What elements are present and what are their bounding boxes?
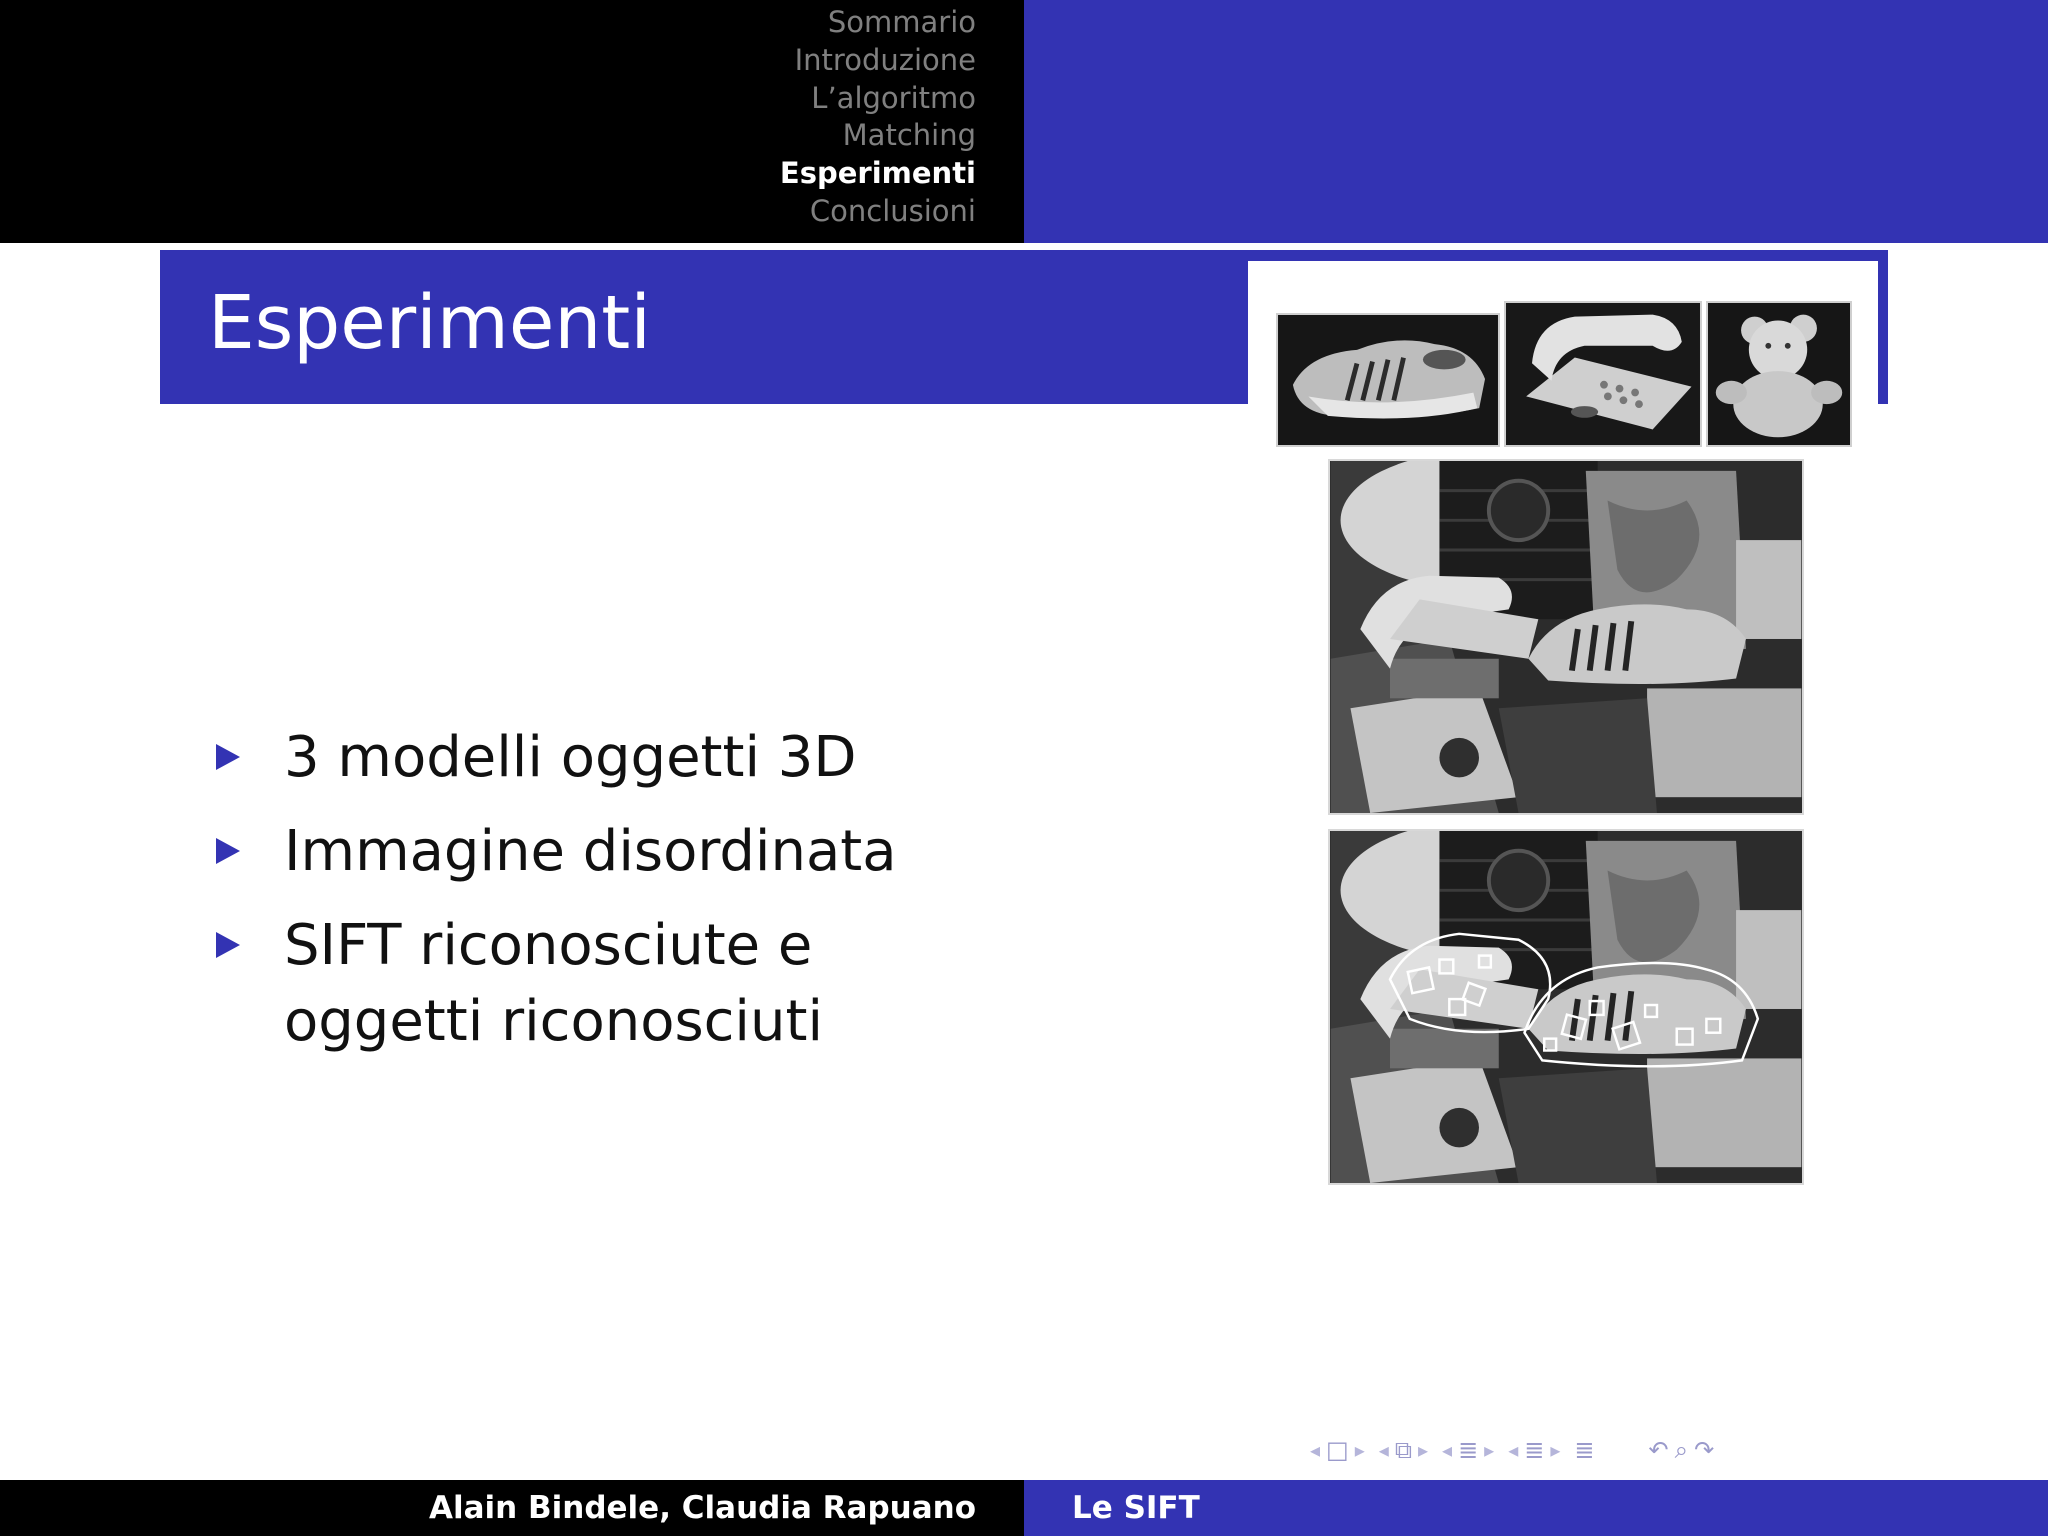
nav-frame-prev-icon[interactable]: ◂ (1310, 1438, 1321, 1462)
cluttered-scene-graphic (1330, 461, 1802, 813)
bullet-list (216, 720, 996, 1078)
nav-frame-icon[interactable]: □ (1326, 1436, 1349, 1464)
nav-frame-next-icon[interactable]: ▸ (1354, 1438, 1365, 1462)
experiment-figure (1248, 261, 1878, 1196)
nav-document-group (1508, 1436, 1560, 1464)
nav-subsection-group (1379, 1436, 1428, 1464)
nav-search-icon[interactable]: ⌕ (1674, 1436, 1689, 1464)
nav-subsection-prev-icon[interactable]: ◂ (1378, 1438, 1389, 1462)
nav-subsection-next-icon[interactable]: ▸ (1417, 1438, 1429, 1462)
cluttered-scene-image (1328, 459, 1804, 815)
bullet-arrow-icon (216, 932, 240, 958)
navigation-symbols (1310, 1432, 2030, 1468)
nav-forward-icon[interactable]: ↷ (1694, 1436, 1715, 1464)
nav-document-prev-icon[interactable]: ◂ (1508, 1438, 1519, 1462)
bullet-arrow-icon (216, 838, 240, 864)
bullet-text: 3 modelli oggetti 3D (284, 725, 857, 790)
recognized-scene-graphic (1330, 831, 1802, 1183)
nav-section-next-icon[interactable]: ▸ (1484, 1438, 1495, 1462)
section-link-conclusioni[interactable]: Conclusioni (809, 193, 976, 228)
header-right-band (1024, 0, 2048, 243)
nav-section-prev-icon[interactable]: ◂ (1442, 1438, 1453, 1462)
bullet-arrow-icon (216, 744, 240, 770)
nav-frame-group (1310, 1436, 1365, 1464)
nav-appendix-icon[interactable]: ≣ (1574, 1436, 1595, 1464)
nav-section-group (1442, 1436, 1494, 1464)
nav-back-icon[interactable]: ↶ (1648, 1436, 1669, 1464)
telephone-model-graphic (1506, 303, 1700, 445)
shoe-model-image (1276, 313, 1500, 447)
recognized-scene-image (1328, 829, 1804, 1185)
header-rule (0, 243, 2048, 247)
footer-author-band (0, 1480, 1024, 1536)
telephone-model-image (1504, 301, 1702, 447)
footer-authors: Alain Bindele, Claudia Rapuano (428, 1490, 976, 1526)
shoe-model-graphic (1278, 315, 1498, 445)
nav-subsection-icon[interactable]: ⧉ (1394, 1436, 1412, 1464)
bullet-text: SIFT riconosciute e oggetti riconosciuti (284, 913, 823, 1054)
nav-section-icon[interactable]: ≣ (1458, 1436, 1479, 1464)
footer-short-title: Le SIFT (1072, 1490, 1200, 1526)
nav-document-next-icon[interactable]: ▸ (1550, 1438, 1561, 1462)
section-link-algoritmo[interactable]: L’algoritmo (811, 80, 976, 115)
section-link-esperimenti[interactable]: Esperimenti (779, 156, 976, 191)
footer-title-band (1024, 1480, 2048, 1536)
nav-search-group (1649, 1436, 1715, 1464)
section-link-sommario[interactable]: Sommario (827, 5, 976, 39)
teddy-bear-model-graphic (1708, 303, 1850, 445)
nav-document-icon[interactable]: ≣ (1524, 1436, 1545, 1464)
bullet-item (216, 814, 996, 890)
frame-title: Esperimenti (208, 280, 651, 366)
bullet-item (216, 908, 996, 1060)
section-link-introduzione[interactable]: Introduzione (794, 42, 976, 77)
bullet-item (216, 720, 996, 796)
section-link-matching[interactable]: Matching (842, 118, 976, 153)
bullet-text: Immagine disordinata (284, 819, 897, 884)
teddy-bear-model-image (1706, 301, 1852, 447)
section-navigation (324, 4, 1024, 231)
